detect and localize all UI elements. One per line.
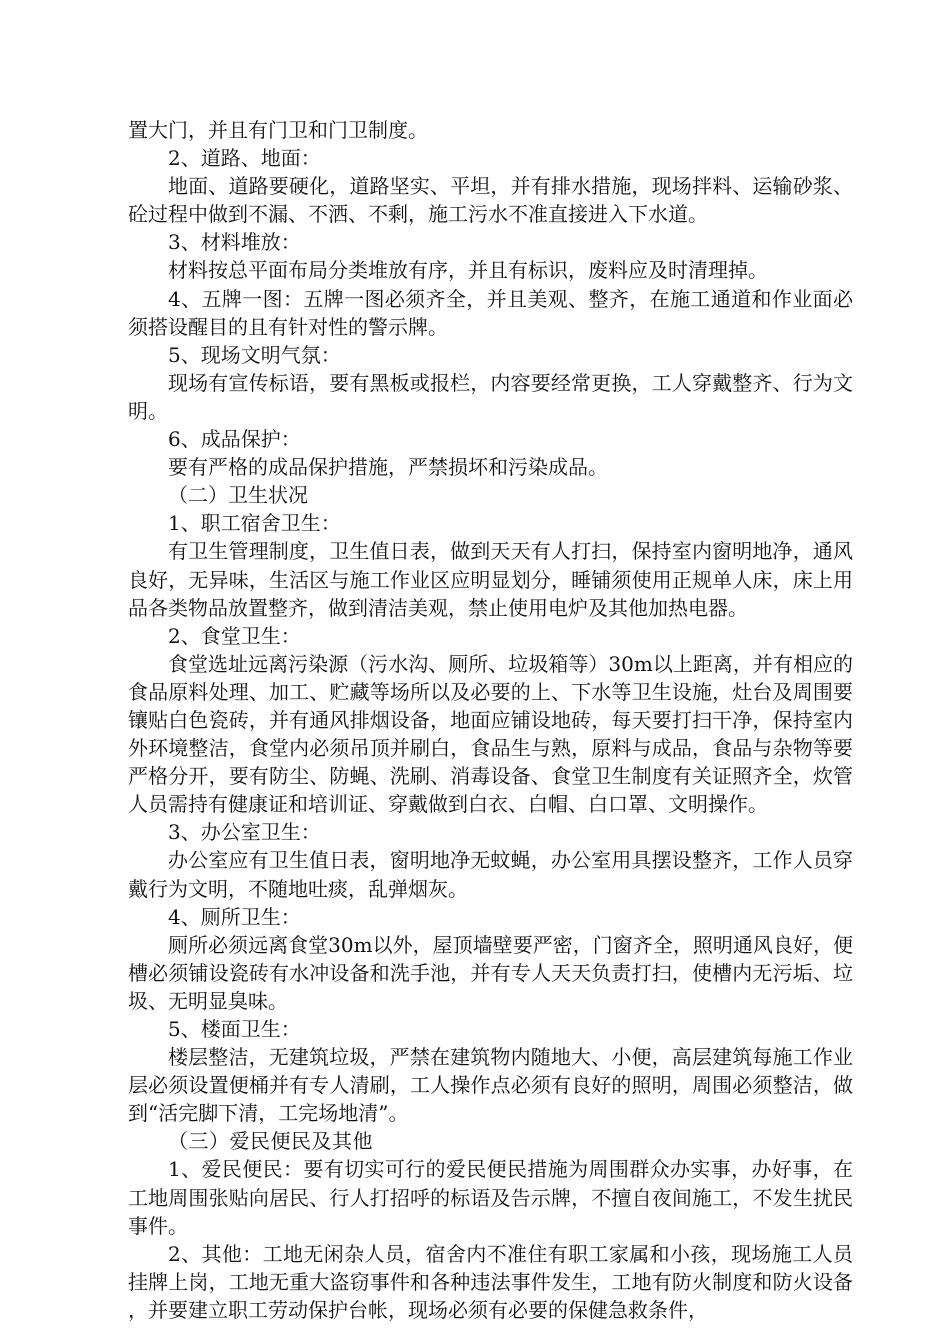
section-heading: 3、办公室卫生： [168, 820, 321, 845]
paragraph: 办公室应有卫生值日表，窗明地净无蚊蝇，办公室用具摆设整齐，工作人员穿戴行为文明，不随地吐痰，乱弹烟灰。 [128, 848, 853, 901]
paragraph: 现场有宣传标语，要有黑板或报栏，内容要经常更换，工人穿戴整齐、行为文明。 [128, 370, 853, 423]
section-heading: 4、厕所卫生： [168, 904, 301, 929]
section-heading: 6、成品保护： [168, 427, 301, 452]
paragraph: 楼层整洁，无建筑垃圾，严禁在建筑物内随地大、小便，高层建筑每施工作业层必须设置便桶并有专人清刷，工人操作点必须有良好的照明，周围必须整洁，做到“活完脚下清，工完场地清”。 [128, 1045, 853, 1126]
section-heading: 2、食堂卫生： [168, 623, 301, 648]
section-heading: 2、道路、地面： [168, 146, 321, 171]
chapter-heading: （二）卫生状况 [168, 483, 308, 508]
paragraph: 有卫生管理制度，卫生值日表，做到天天有人打扫，保持室内窗明地净，通风良好，无异味，生活区与施工作业区应明显划分，睡铺须使用正规单人床，床上用品各类物品放置整齐，做到清洁美观，禁止使用电炉及其他加热电器。 [128, 539, 853, 620]
paragraph: 地面、道路要硬化，道路坚实、平坦，并有排水措施，现场拌料、运输砂浆、砼过程中做到不漏、不洒、不剩，施工污水不准直接进入下水道。 [128, 174, 853, 227]
paragraph: 要有严格的成品保护措施，严禁损坏和污染成品。 [168, 455, 608, 480]
section-heading: 1、职工宿舍卫生： [168, 511, 341, 536]
section-heading: 5、楼面卫生： [168, 1017, 301, 1041]
document-body [128, 116, 853, 1324]
paragraph: 4、五牌一图：五牌一图必须齐全，并且美观、整齐，在施工通道和作业面必须搭设醒目的且有针对性的警示牌。 [128, 286, 853, 339]
paragraph: 2、其他：工地无闲杂人员，宿舍内不准住有职工家属和小孩，现场施工人员挂牌上岗，工地无重大盗窃事件和各种违法事件发生，工地有防火制度和防火设备，并要建立职工劳动保护台帐，现场必须有必要的保健急救条件， [128, 1241, 853, 1322]
section-heading: 5、现场文明气氛： [168, 342, 341, 367]
paragraph: 食堂选址远离污染源（污水沟、厕所、垃圾箱等）30m以上距离，并有相应的食品原料处理、加工、贮藏等场所以及必要的上、下水等卫生设施，灶台及周围要镶贴白色瓷砖，并有通风排烟设备，地面应铺设地砖，每天要打扫干净，保持室内外环境整洁，食堂内必须吊顶并刷白，食品生与熟，原料与成品，食品与杂物等要严格分开，要有防尘、防蝇、洗刷、消毒设备、食堂卫生制度有关证照齐全，炊管人员需持有健康证和培训证、穿戴做到白衣、白帽、白口罩、文明操作。 [128, 651, 853, 817]
paragraph: 材料按总平面布局分类堆放有序，并且有标识，废料应及时清理掉。 [168, 258, 768, 283]
paragraph: 置大门，并且有门卫和门卫制度。 [128, 118, 428, 142]
chapter-heading: （三）爱民便民及其他 [168, 1129, 373, 1154]
paragraph: 厕所必须远离食堂30m以外，屋顶墙壁要严密，门窗齐全，照明通风良好，便槽必须铺设瓷砖有水冲设备和洗手池，并有专人天天负责打扫，使槽内无污垢、垃圾、无明显臭味。 [128, 932, 853, 1013]
section-heading: 3、材料堆放： [168, 230, 301, 255]
paragraph: 1、爱民便民：要有切实可行的爱民便民措施为周围群众办实事，办好事，在工地周围张贴向居民、行人打招呼的标语及告示牌，不擅自夜间施工，不发生扰民事件。 [128, 1157, 853, 1238]
